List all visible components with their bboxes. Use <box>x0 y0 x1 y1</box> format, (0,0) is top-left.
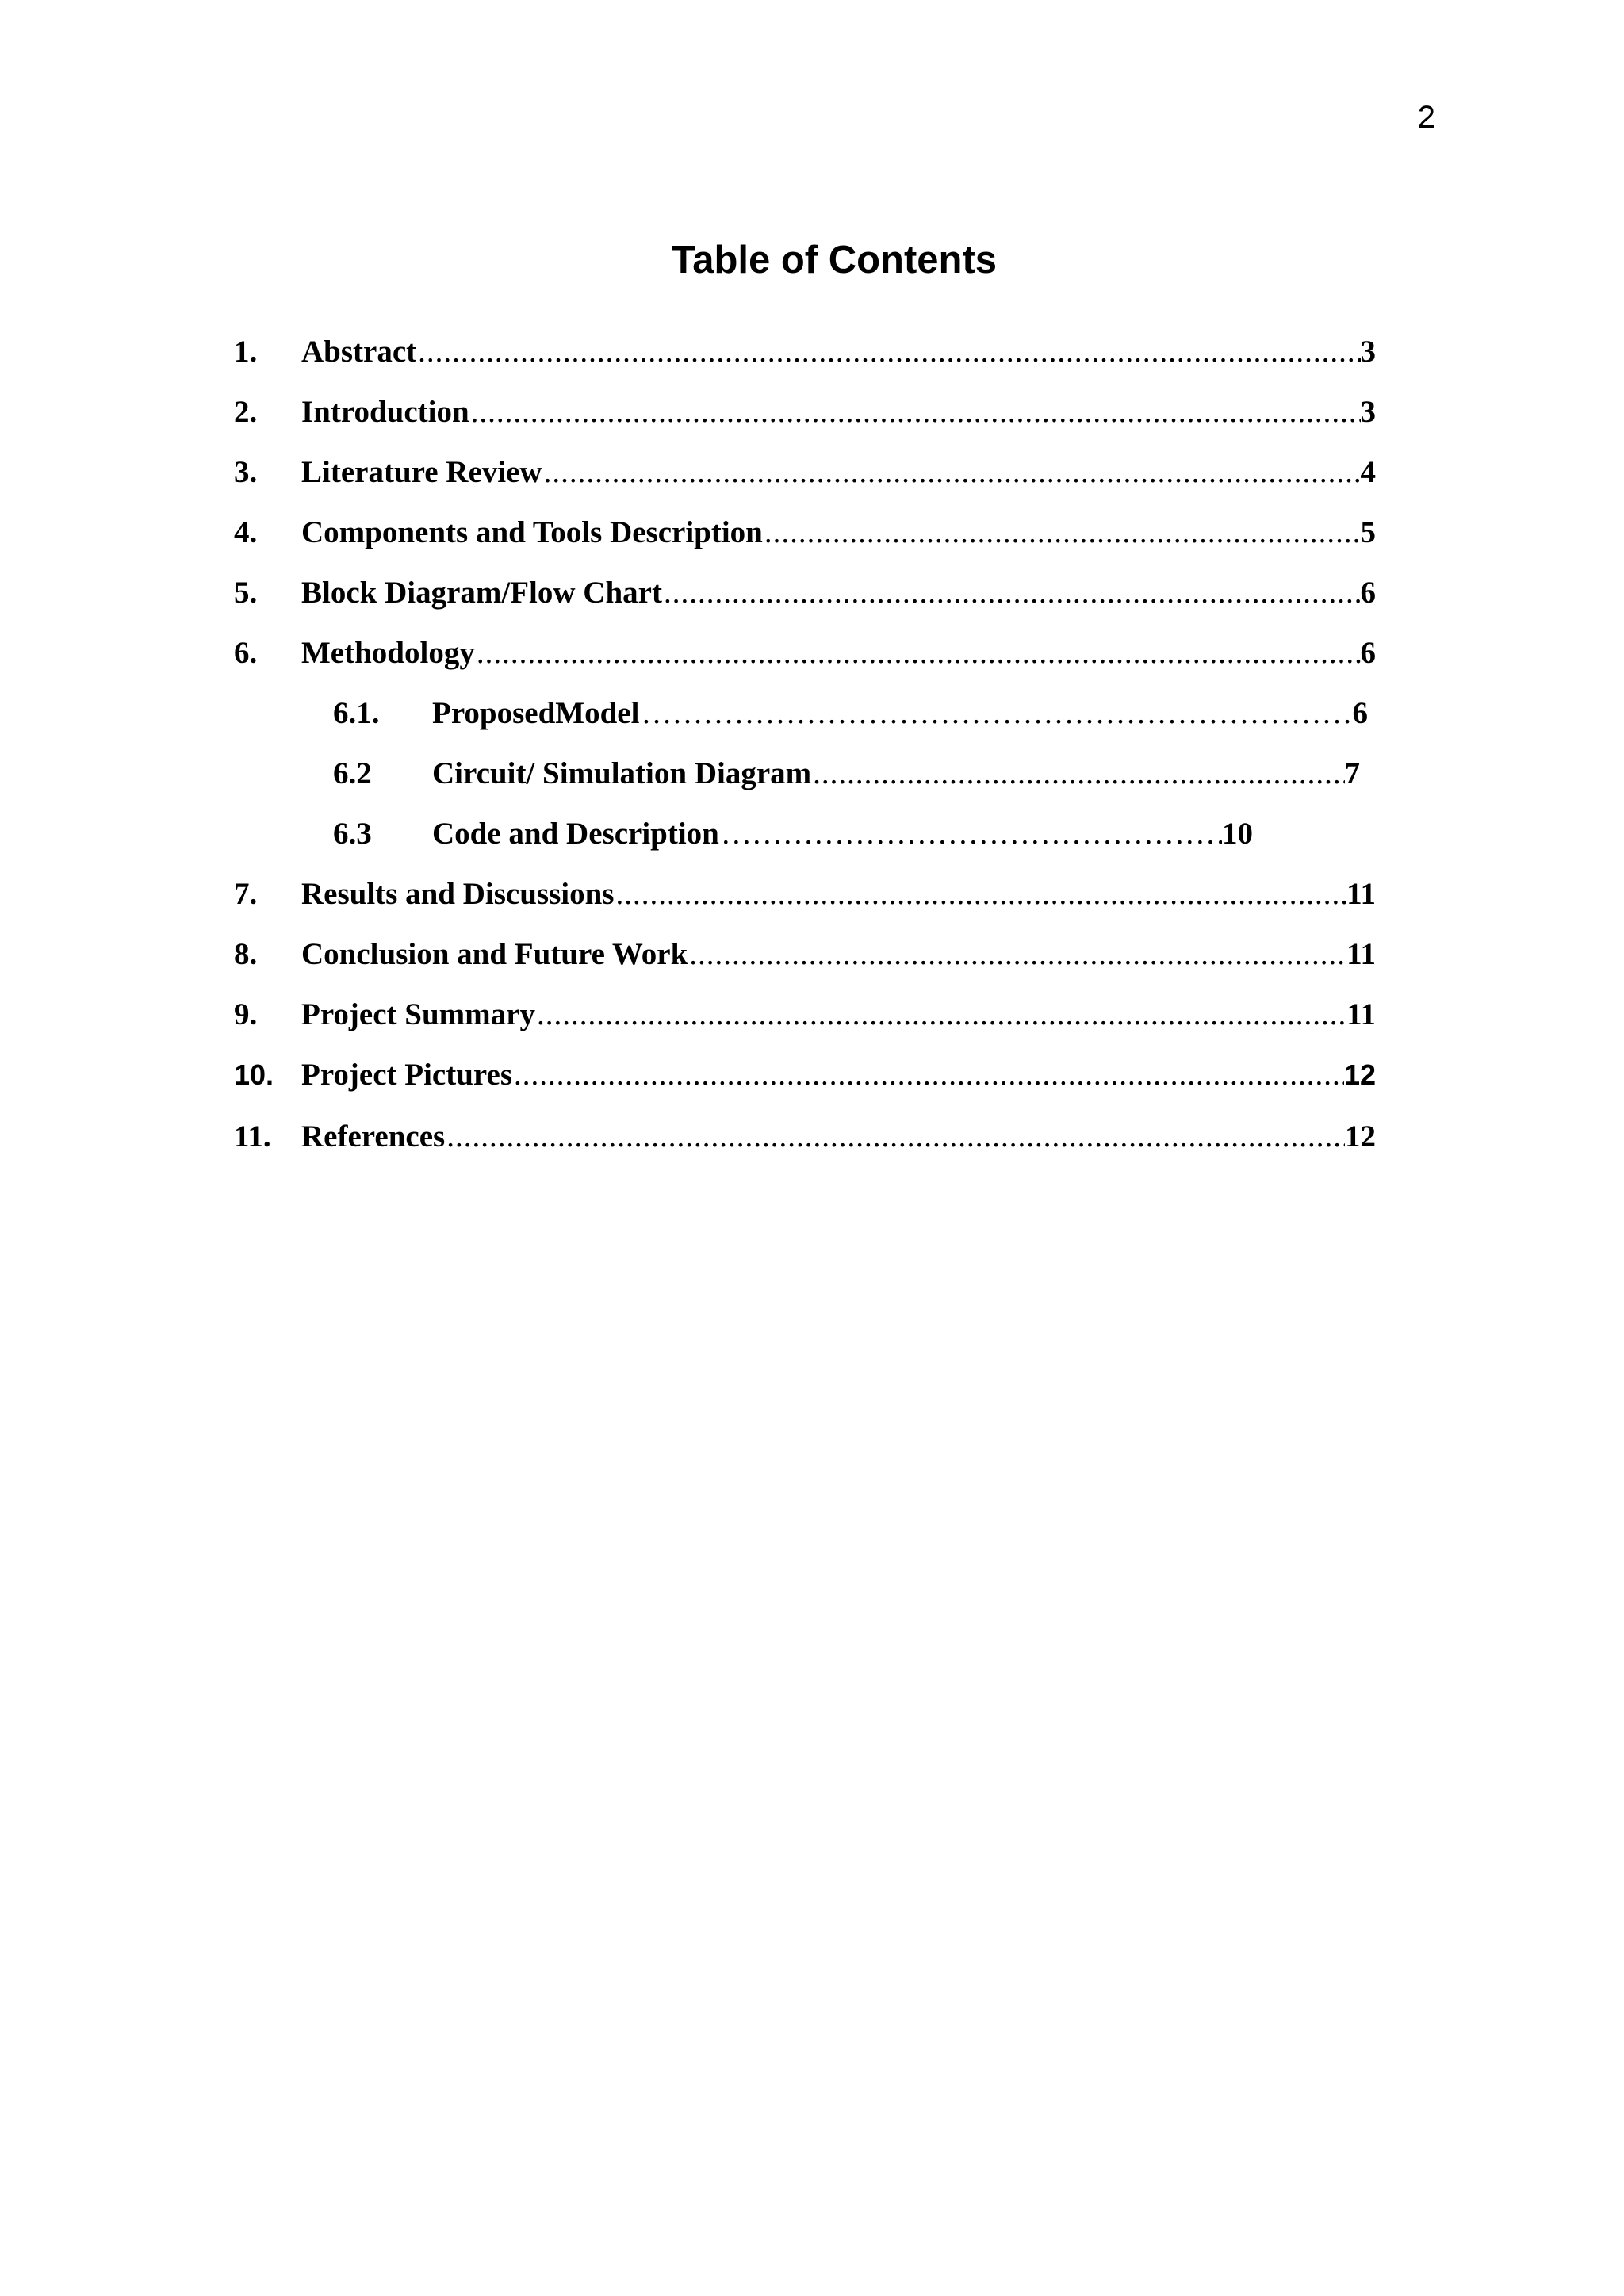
toc-entry-label: Methodology <box>301 636 475 670</box>
toc-leader-dots <box>475 629 1361 677</box>
toc-entry-code-and-description[interactable] <box>333 810 1253 858</box>
toc-entry-label: Introduction <box>301 395 469 429</box>
toc-leader-dots <box>542 449 1361 496</box>
toc-entry-number: 3. <box>234 455 258 489</box>
toc-entry-label: Results and Discussions <box>301 877 615 911</box>
toc-entry-page: 12 <box>1345 1119 1376 1154</box>
toc-entry-label: References <box>301 1119 446 1154</box>
toc-leader-dots <box>719 810 1222 858</box>
toc-entry-page: 4 <box>1360 455 1376 489</box>
toc-entry-number: 6.1. <box>333 696 380 730</box>
toc-entry-label: Block Diagram/Flow Chart <box>301 576 662 610</box>
toc-leader-dots <box>688 931 1346 978</box>
toc-leader-dots <box>639 690 1352 737</box>
toc-entry-components-and-tools[interactable] <box>234 509 1376 557</box>
toc-entry-project-pictures[interactable] <box>234 1051 1376 1099</box>
toc-entry-label: Literature Review <box>301 455 542 489</box>
toc-entry-page: 6 <box>1360 636 1376 670</box>
toc-entry-page: 6 <box>1360 576 1376 610</box>
toc-leader-dots <box>662 569 1361 617</box>
toc-leader-dots <box>512 1051 1344 1099</box>
toc-entry-proposed-model[interactable] <box>333 690 1368 737</box>
toc-entry-number: 6. <box>234 636 258 670</box>
toc-entry-number: 4. <box>234 515 258 549</box>
toc-entry-label: Code and Description <box>432 817 719 851</box>
toc-leader-dots <box>469 388 1361 436</box>
toc-entry-page: 11 <box>1346 877 1376 911</box>
toc-leader-dots <box>763 509 1361 557</box>
toc-entry-number: 9. <box>234 997 258 1031</box>
toc-entry-number: 11. <box>234 1119 271 1154</box>
page-title: Table of Contents <box>671 239 998 281</box>
toc-entry-label: Components and Tools Description <box>301 515 763 549</box>
toc-entry-label: ProposedModel <box>432 696 640 730</box>
toc-entry-page: 10 <box>1222 817 1253 851</box>
toc-leader-dots <box>614 871 1346 918</box>
toc-entry-number: 8. <box>234 937 258 971</box>
toc-entry-references[interactable] <box>234 1113 1376 1161</box>
toc-entry-page: 3 <box>1360 335 1376 369</box>
toc-entry-circuit-simulation[interactable] <box>333 750 1360 798</box>
toc-entry-label: Conclusion and Future Work <box>301 937 688 971</box>
toc-entry-number: 1. <box>234 335 258 369</box>
toc-entry-label: Project Pictures <box>301 1058 513 1092</box>
toc-entry-conclusion[interactable] <box>234 931 1376 978</box>
toc-entry-page: 7 <box>1344 756 1360 790</box>
toc-leader-dots <box>445 1113 1345 1161</box>
toc-entry-page: 12 <box>1343 1058 1376 1091</box>
toc-entry-block-diagram[interactable] <box>234 569 1376 617</box>
toc-entry-page: 5 <box>1360 515 1376 549</box>
toc-entry-introduction[interactable] <box>234 388 1376 436</box>
toc-leader-dots <box>535 991 1346 1039</box>
toc-entry-results[interactable] <box>234 871 1376 918</box>
toc-entry-number: 6.3 <box>333 817 372 851</box>
toc-entry-page: 11 <box>1346 937 1376 971</box>
toc-entry-number: 5. <box>234 576 258 610</box>
toc-leader-dots <box>811 750 1344 798</box>
toc-entry-page: 3 <box>1360 395 1376 429</box>
toc-entry-abstract[interactable] <box>234 328 1376 376</box>
toc-entry-label: Circuit/ Simulation Diagram <box>432 756 812 790</box>
toc-entry-number: 10. <box>234 1058 274 1091</box>
toc-entry-methodology[interactable] <box>234 629 1376 677</box>
toc-entry-number: 6.2 <box>333 756 372 790</box>
toc-entry-number: 2. <box>234 395 258 429</box>
toc-entry-label: Abstract <box>301 335 417 369</box>
toc-entry-label: Project Summary <box>301 997 535 1031</box>
toc-leader-dots <box>416 328 1360 376</box>
toc-entry-number: 7. <box>234 877 258 911</box>
toc-entry-page: 6 <box>1352 696 1368 730</box>
toc-entry-page: 11 <box>1346 997 1376 1031</box>
toc-entry-project-summary[interactable] <box>234 991 1376 1039</box>
toc-entry-literature-review[interactable] <box>234 449 1376 496</box>
page-number: 2 <box>1417 100 1435 135</box>
